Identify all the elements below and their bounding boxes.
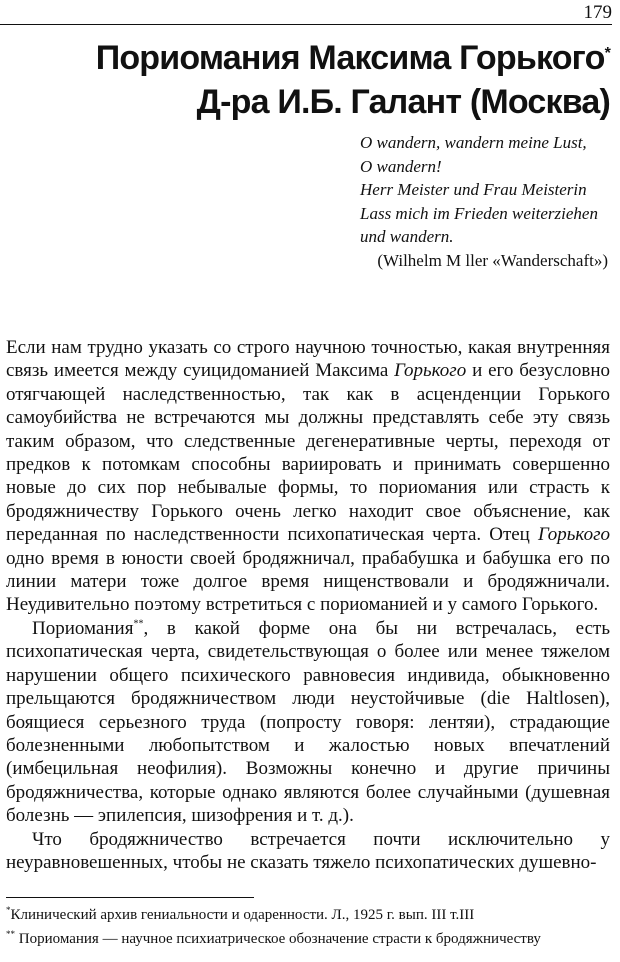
paragraph-3: Что бродяжничество встречается почти исключительно у неуравновешенных, чтобы не сказать тяжело психопатических душевно- [6,828,610,873]
paragraph-text: Пориомания [32,617,134,639]
title-line-2: Д-ра И.Б. Галант (Москва) [196,83,610,121]
emphasis-name: Горького [394,360,467,382]
paragraph-text: Если нам трудно указать со строго научною точностью, какая внутренняя связь имеется между суицидоманией Максима [6,337,610,382]
epigraph-line: und wandern. [360,227,454,246]
footnote-text: Пориомания — научное психиатрическое обозначение страсти к бродяжничеству [15,931,541,947]
title-main: Пориомания Максима Горького [95,39,605,77]
paragraph-text: , в какой форме она бы ни встречалась, есть психопатическая черта, свидетельствующая о более или менее тяжелом нарушении общего психического равновесия индивида, обыкновенно прельщаются бродяжничеством люди неустойчивые (die Haltlosen), боящиеся серьезного труда (попросту говоря: лентяи), страдающие болезненными любопытством и жалостью новых впечатлений (имбецильная неофилия). Возможны конечно и другие причины бродяжничества, которые однако являются более случайными (душевная болезнь — эпилепсия, шизофрения и т. д.). [6,617,610,827]
emphasis-name: Горького [537,524,610,546]
epigraph-line: O wandern! [360,156,442,176]
article-title [10,36,610,124]
paragraph-text: и его безусловно отягчающей наследственностью, так как в асценденции Горького самоубийства не встречаются мы должны представлять себе эту связь таким образом, что следственные дегенеративные черты, переходя от предков к потомкам способны вариировать и принимать совершенно новые до сих пор небывалые формы, то пориомания или страсть к бродяжничеству Горького очень легко находит свое объяснение, как переданная по наследственности психопатическая черта. Отец [6,360,610,546]
footnote-marker: * [6,905,11,915]
footnote-text: Клинический архив гениальности и одаренности. Л., 1925 г. вып. III т.III [10,907,475,923]
page-number: 179 [583,2,612,23]
epigraph [360,131,612,272]
epigraph-source: (Wilhelm M ller «Wanderschaft») [377,250,608,270]
footnote-marker: ** [133,618,144,630]
title-line-1 [10,36,610,80]
paragraph-text: одно время в юности своей бродяжничал, прабабушка и бабушка его по линии матери тоже долгое время нищенствовали и бродяжничали. Неудивительно поэтому встретиться с пориоманией и у самого Горького. [6,547,610,616]
paragraph-2 [6,617,610,828]
article-body [6,336,610,874]
epigraph-line: Herr Meister und Frau Meisterin [360,180,587,199]
footnotes [6,901,610,949]
footnote-rule [6,897,254,898]
epigraph-line: Lass mich im Frieden weiterziehen [360,203,598,223]
footnote-2 [6,925,610,949]
epigraph-line: O wandern, wandern meine Lust, [360,133,587,152]
footnote-1 [6,901,610,925]
footnote-marker: ** [6,929,15,939]
paragraph-1 [6,336,610,617]
title-footnote-marker: * [604,45,610,62]
header-rule [0,24,612,25]
